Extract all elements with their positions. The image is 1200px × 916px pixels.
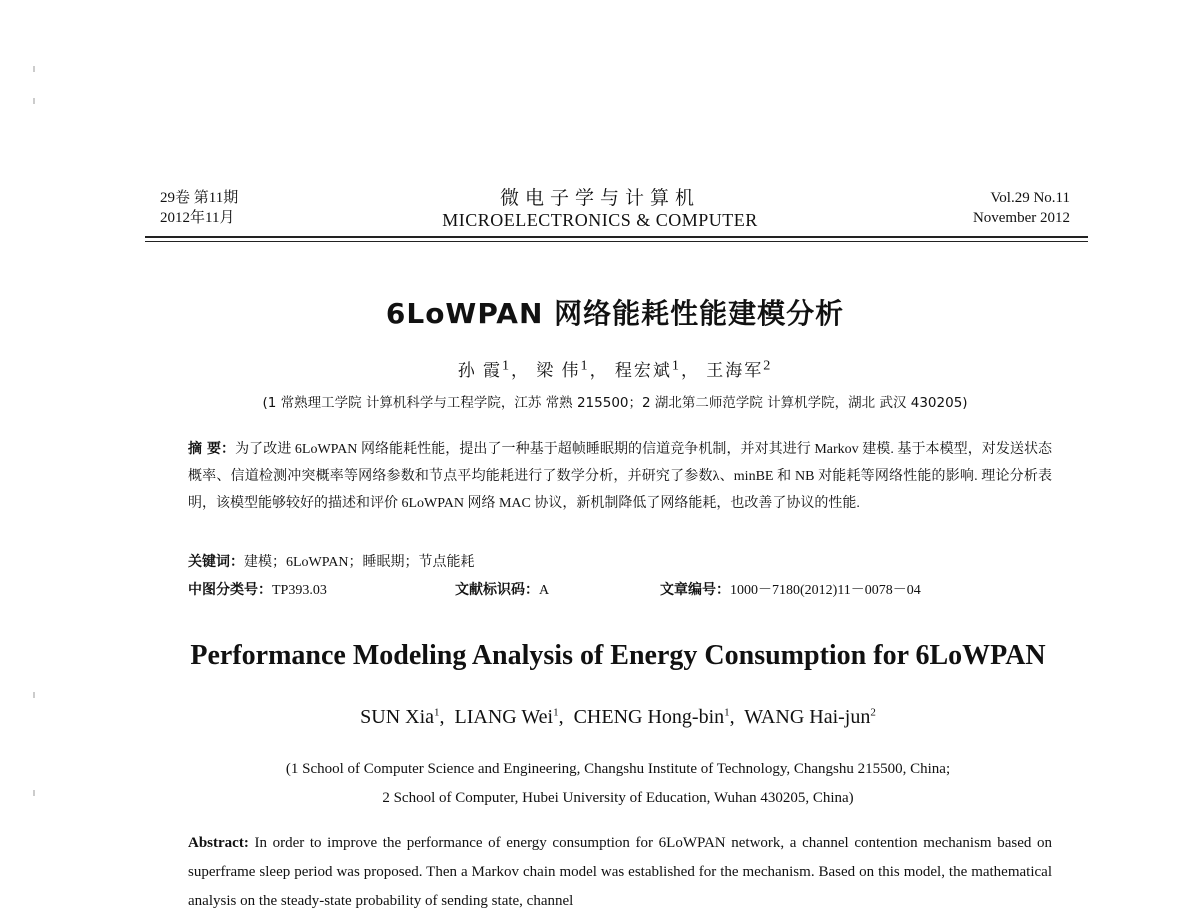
author-cn: 程宏斌 (614, 361, 672, 380)
date-cn: 2012年11月 (160, 210, 235, 226)
authors-cn: 孙 霞$^1$， 梁 伟$^1$， 程宏斌$^1$， 王海军$^2$ (457, 357, 773, 380)
affiliation-en-line2: 2 School of Computer, Hubei University of Education, Wuhan 430205, China) (382, 790, 854, 806)
author-en: CHENG Hong-bin (573, 706, 725, 728)
author-affil-mark: 1 (724, 706, 730, 719)
author-affil-mark: 1 (580, 357, 590, 374)
abstract-text-cn: 为了改进 6LoWPAN 网络能耗性能，提出了一种基于超帧睡眠期的信道竞争机制，并对其进行 Markov 建模. 基于本模型，对发送状态概率、信道检测冲突概率等网络参数和节点平均能耗进行了数学分析，并研究了参数λ、minBE 和 NB 对能耗等网络性能的影响. 理论分析表明，该模型能够较好的描述和评价 6LoWPAN 网络 MAC 协议，新机制降低了网络能耗，也改善了协议的性能. (188, 442, 1052, 511)
scan-mark (33, 692, 35, 698)
author-affil-mark: 1 (671, 357, 681, 374)
article-number (660, 579, 921, 599)
clc-value: TP393.03 (272, 583, 327, 598)
keywords-label: 关键词： (188, 554, 244, 570)
article-number-value: 1000－7180(2012)11－0078－04 (730, 583, 921, 598)
paper-title-cn: 6LoWPAN 网络能耗性能建模分析 (385, 297, 845, 330)
header-rule-thick (145, 236, 1088, 238)
header-rule-thin (145, 241, 1088, 242)
affiliation-cn: (1 常熟理工学院 计算机科学与工程学院，江苏 常熟 215500；2 湖北第二师范学院 计算机学院，湖北 武汉 430205) (262, 395, 968, 411)
paper-title-en: Performance Modeling Analysis of Energy Consumption for 6LoWPAN (190, 640, 1046, 671)
date-en: November 2012 (972, 210, 1070, 226)
author-en: WANG Hai-jun (744, 706, 871, 728)
scan-mark (33, 98, 35, 104)
keywords-text: 建模；6LoWPAN；睡眠期；节点能耗 (244, 555, 475, 570)
author-en: LIANG Wei (454, 706, 554, 728)
abstract-cn (188, 436, 1052, 517)
abstract-label-cn: 摘 要： (188, 441, 236, 457)
affiliation-en (0, 755, 1200, 813)
affiliation-en-line1: (1 School of Computer Science and Engineering, Changshu Institute of Technology, Changshu 215500, China; (285, 761, 951, 777)
doc-code-label: 文献标识码： (455, 582, 539, 598)
abstract-en (188, 829, 1052, 916)
journal-name-en: MICROELECTRONICS & COMPUTER (442, 210, 758, 230)
author-en: SUN Xia (360, 706, 435, 728)
doc-code-value: A (539, 583, 550, 598)
author-affil-mark: 1 (553, 706, 559, 719)
author-affil-mark: 1 (434, 706, 440, 719)
clc-label: 中图分类号： (188, 582, 272, 598)
article-number-label: 文章编号： (660, 582, 730, 598)
abstract-text-en: In order to improve the performance of energy consumption for 6LoWPAN network, a channel contention mechanism based on superframe sleep period was proposed. Then a Markov chain model was established for the mechanism. Based on this model, the mathematical analysis on the steady-state probability of sending state, channel (188, 835, 1053, 909)
author-cn: 王海军 (706, 361, 764, 380)
authors-en: SUN Xia$^1$, LIANG Wei$^1$, CHENG Hong-bin$^1$, WANG Hai-jun$^2$ (360, 706, 876, 728)
volume-issue-en: Vol.29 No.11 (990, 190, 1070, 206)
document-code (455, 579, 549, 599)
author-affil-mark: 1 (501, 357, 512, 374)
clc-number (188, 579, 327, 599)
author-cn: 梁 伟 (536, 361, 581, 380)
journal-name-cn: 微电子学与计算机 (499, 188, 700, 209)
keywords-cn (188, 551, 475, 571)
volume-issue-cn: 29卷 第11期 (160, 190, 239, 206)
author-affil-mark: 2 (763, 357, 773, 374)
author-affil-mark: 2 (870, 706, 876, 719)
abstract-label-en: Abstract: (188, 835, 249, 851)
journal-issue-en (973, 188, 1070, 228)
scan-mark (33, 66, 35, 72)
author-cn: 孙 霞 (457, 361, 502, 380)
